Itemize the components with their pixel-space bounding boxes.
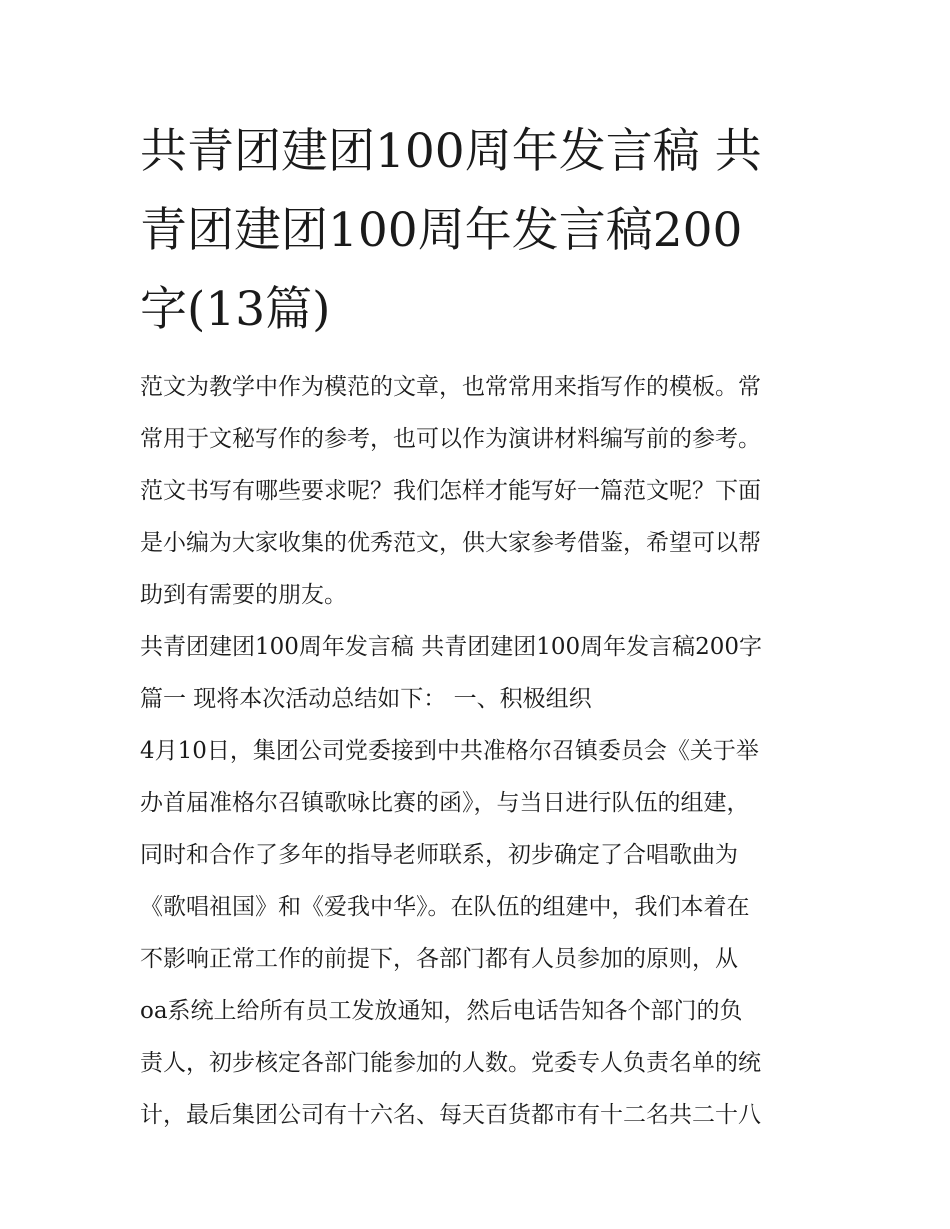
intro-line-1: 范文为教学中作为模范的文章，也常常用来指写作的模板。常 (140, 374, 761, 400)
body-paragraph (140, 725, 812, 1141)
section-heading-line-2: 篇一 现将本次活动总结如下： 一、积极组织 (140, 686, 592, 712)
title-line-3: 字(13篇) (140, 282, 331, 337)
body-line-2: 办首届准格尔召镇歌咏比赛的函》，与当日进行队伍的组建， (140, 790, 750, 816)
body-line-8: 计，最后集团公司有十六名、每天百货都市有十二名共二十八 (140, 1102, 761, 1128)
body-line-6: oa系统上给所有员工发放通知，然后电话告知各个部门的负 (140, 998, 743, 1024)
intro-paragraph (140, 361, 812, 621)
intro-line-3: 范文书写有哪些要求呢？我们怎样才能写好一篇范文呢？下面 (140, 478, 761, 504)
intro-line-4: 是小编为大家收集的优秀范文，供大家参考借鉴，希望可以帮 (140, 530, 761, 556)
document-page (140, 112, 812, 1141)
body-line-1: 4月10日，集团公司党委接到中共准格尔召镇委员会《关于举 (140, 738, 759, 764)
intro-line-5: 助到有需要的朋友。 (140, 582, 347, 608)
body-line-7: 责人，初步核定各部门能参加的人数。党委专人负责名单的统 (140, 1050, 761, 1076)
title-line-1: 共青团建团100周年发言稿 共 (140, 124, 762, 179)
title-line-2: 青团建团100周年发言稿200 (140, 203, 743, 258)
body-line-5: 不影响正常工作的前提下，各部门都有人员参加的原则，从 (140, 946, 738, 972)
section-heading-line-1: 共青团建团100周年发言稿 共青团建团100周年发言稿200字 (140, 634, 763, 660)
section-heading (140, 621, 812, 725)
body-line-4: 《歌唱祖国》和《爱我中华》。在队伍的组建中，我们本着在 (140, 894, 750, 920)
document-body (140, 361, 812, 1141)
body-line-3: 同时和合作了多年的指导老师联系，初步确定了合唱歌曲为 (140, 842, 738, 868)
document-title (140, 112, 812, 349)
intro-line-2: 常用于文秘写作的参考，也可以作为演讲材料编写前的参考。 (140, 426, 761, 452)
